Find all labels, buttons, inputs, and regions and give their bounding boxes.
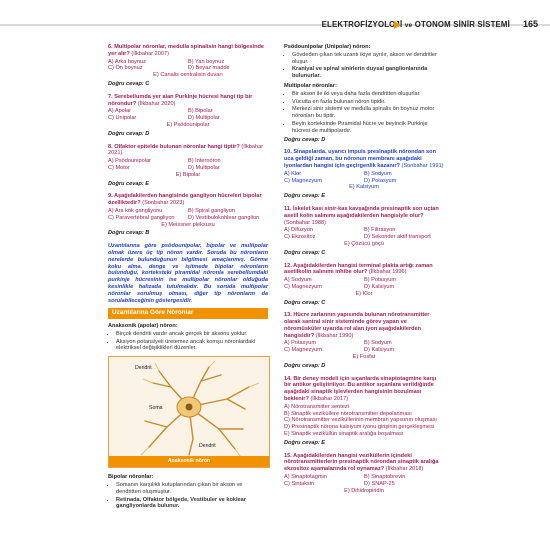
neuron-figure [108, 356, 270, 468]
left-column [108, 44, 268, 511]
options [108, 208, 268, 228]
options [108, 108, 268, 128]
title-part1: ELEKTROFİZYOLOJİ [321, 20, 403, 29]
list-item: • Aksiyon potansiyeli üretemez ancak komşu nöronlardaki elektriksel değişiklikleri düzenler. [116, 339, 268, 353]
option-e: E) Canalis centralisin duvarı [153, 72, 223, 79]
chapter-title [322, 20, 510, 29]
option-c: C) Magnezyum [284, 283, 322, 290]
question-12 [284, 263, 444, 307]
option-c: C) Magnezyum [284, 347, 322, 354]
option-d: D) Kalsiyum [364, 347, 395, 354]
question-stem: 6. Multipolar nöronlar, medulla spinalisin hangi bölgesinde yer alır? (İlkbahar 2007) [108, 44, 265, 57]
option-d: D) Vestibulokohlear ganglion [188, 214, 260, 221]
option-d: D) Sekonder aktif transport [364, 234, 431, 241]
option-b: B) Sinaptobrevin [364, 474, 406, 481]
option-d: D) Presinaptik nörona kalsiyum iyonu girişinin gerçekleşmesi [284, 424, 435, 431]
list-item: • Vücutta en fazla bulunan nöron tipidir. [292, 99, 444, 106]
anaksonik-list [108, 331, 268, 352]
options [108, 59, 268, 79]
question-stem: 7. Serebellumda yer alan Purkinje hücresi hangi tip bir nörondur? (İlkbahar 2020) [108, 93, 253, 107]
option-a: A) Sinaptotagmin [284, 474, 327, 481]
option-e: E) Meissner pleksusu [161, 221, 215, 228]
page-number: 165 [522, 19, 538, 29]
options [284, 227, 444, 247]
option-d: D) Kalsiyum [364, 283, 395, 290]
option-b: B) Sodyum [364, 340, 392, 347]
question-stem: 12. Aşağıdakilerden hangisi terminal plakta artığı zaman asetilkolin salınımı inhibe olur? (İlkbahar 1996) [284, 262, 433, 276]
option-b: B) Sodyum [364, 170, 392, 177]
right-column [284, 44, 444, 495]
option-a: A) Arka boynuz [108, 58, 146, 65]
page-header [0, 0, 550, 40]
neuron-illustration [109, 357, 269, 467]
figure-label-dendrit-1: Dendrit [135, 365, 152, 372]
option-d: D) SNAP-25 [364, 480, 395, 487]
option-a: A) Difüzyon [284, 227, 313, 234]
option-c: C) Motor [108, 164, 130, 171]
option-c: C) Sintaksin [284, 480, 315, 487]
option-b: B) Yan boynuz [188, 58, 225, 65]
question-9 [108, 193, 268, 237]
question-stem: 13. Hücre zarlarının yapısında bulunan nörotransmitter olarak santral sinir sisteminde görev yapan ve nöromüsküler uyarıda rol alan iyon aşağıdakilerden hangisidir? (İlkbahar 1990) [284, 312, 430, 339]
options [284, 404, 444, 438]
answer: Doğru cevap: E [108, 180, 150, 187]
option-e: E) Kalsiyum [349, 184, 379, 191]
figure-label-dendrit-2: Dendrit [199, 443, 216, 450]
option-d: D) Multipolar [188, 115, 220, 122]
option-c: C) Magnezyum [284, 177, 322, 184]
option-a: A) Apolar [108, 108, 132, 115]
question-10 [284, 149, 444, 200]
option-c: C) Ekzositoz [284, 234, 316, 241]
option-d: D) Beyaz madde [188, 65, 230, 72]
options [284, 474, 444, 494]
answer: Doğru cevap: C [284, 249, 326, 256]
question-11 [284, 206, 444, 257]
anaksonik-heading: Anaksonik (apolar) nöron: [108, 323, 178, 330]
section-heading: Uzantılarına Göre Nöronlar [108, 308, 268, 319]
option-d: D) Potasyum [364, 177, 397, 184]
option-e: E) Sinaptik veziküllün sinaptik aralığa boşalması [284, 431, 404, 438]
option-b: B) Filtrasyon [364, 227, 396, 234]
list-item: • Gövdeden çıkan tek uzantı ikiye ayrılır, akson ve dendritler oluşur. [292, 52, 444, 66]
list-item: • Somanın karşılıklı kutuplarından çıkan bir akson ve dendritten oluşmuştur. [116, 482, 268, 496]
explanation-paragraph: Uzantılarına göre psödounipolar, bipolar ve multipolar olmak üzere üç tip nöron vardır. Soruda bu nöronların nerelerde bulunduğunun bilgilmesi amaçlanmış. Görme koku alma, denge ve işitmede bipolar nöronların bulunduğu, korteksteki piramidal nöronla serebellumdaki purkinje hücresinin ise multipolar nöronlar olduğuda kesinlikle hafızada tutulmalıdır. Bu soruda multipolar nöronlar sorulmuş olması, diğer tip nöronların da sorulabileceğinin göstergesidir. [108, 243, 268, 304]
option-e: E) Fosfat [352, 354, 376, 361]
answer: Doğru cevap: D [108, 130, 150, 137]
question-stem: 10. Sinapslarda, uyarıcı impuls presinaptik nörondan son uca geldiği zaman, bu nöronun membranı aşağıdaki iyonlardan hangisi için geçirgenlik kazanır? (Sonbahar 1991) [284, 149, 444, 169]
multipolar-heading: Multipolar nöronlar: [284, 82, 337, 89]
answer: Doğru cevap: C [284, 299, 326, 306]
option-e: E) Psödounipolar [166, 121, 210, 128]
option-a: A) Nörotransmitter sentezi [284, 403, 349, 410]
list-item: • Kraniyal ve spinal sinirlerin duysal ganglionlarında bulunurlar. [292, 66, 444, 80]
list-item: • Retinada, Olfaktor bölgede, Vestibuler ve koklear gangliyonlarda bulunur. [116, 497, 268, 511]
answer: Doğru cevap: D [284, 136, 326, 143]
figure-caption: Anaksonik nöron [109, 456, 269, 467]
option-d: D) Multipolar [188, 164, 220, 171]
option-c: C) Nörotransmitter veziküllerinin membran yapısının oluşması [284, 417, 437, 424]
answer: Doğru cevap: B [108, 230, 150, 237]
option-c: C) Paravertebral gangliyon [108, 214, 175, 221]
question-stem: 11. İskelet kası sinir-kas kavşağında presinaptik son uçtan asetil kolin salınımı aşağıdakilerden hangisiyle olur? (Sonbahar 1988) [284, 205, 439, 226]
option-b: B) İnternöron [188, 158, 221, 165]
list-item: • Bir akson ile iki veya daha fazla dendritten oluşurlar. [292, 91, 444, 98]
option-e: E) Çözücü göçü [344, 240, 384, 247]
bipolar-heading: Bipolar nöronlar: [108, 474, 154, 481]
option-b: B) Potasyum [364, 277, 397, 284]
option-b: B) Bipolar [188, 108, 213, 115]
answer: Doğru cevap: E [284, 439, 326, 446]
option-a: A) Potasyum [284, 340, 317, 347]
answer: Doğru cevap: D [284, 362, 326, 369]
question-stem: 9. Aşağıdakilerden hangisinde gangliyon hücreleri bipolar özelliktedir? (Sonbahar 2023) [108, 193, 262, 207]
psodounipolar-heading: Psödounipolar (Unipolar) nöron: [284, 44, 371, 50]
option-c: C) Ön boynuz [108, 65, 143, 72]
options [284, 171, 444, 191]
option-a: A) Ara kök gangliyonu [108, 207, 163, 214]
question-stem: 15. Aşağıdakilerden hangisi veziküllerin içindeki nörotransmitterlerin presinaptik nörondan sinaptik aralığa ekzositoz aşamalarında rol oynamaz? (İlkbahar 2018) [284, 452, 439, 473]
figure-label-soma: Soma [149, 405, 163, 412]
title-part2: OTONOM SİNİR SİSTEMİ [414, 20, 510, 29]
title-sep: ve [404, 22, 413, 29]
list-item: • Beyin korteksinde Piramidal hücre ve beyincik Purkinje hücresi de multipolardır. [292, 121, 444, 135]
question-7 [108, 94, 268, 138]
psodounipolar-list [284, 52, 444, 80]
multipolar-list [284, 91, 444, 135]
answer: Doğru cevap: E [284, 193, 326, 200]
arrow-icon [394, 21, 401, 29]
option-e: E) Dihidropiridin [344, 487, 384, 494]
bipolar-list [108, 482, 268, 510]
question-8 [108, 144, 268, 188]
option-c: C) Unipolar [108, 115, 137, 122]
options [284, 340, 444, 360]
question-14 [284, 376, 444, 447]
answer: Doğru cevap: C [108, 80, 150, 87]
option-a: A) Klor [284, 170, 302, 177]
option-b: B) Sinaptik veziküllere nörotransmitter depolanması [284, 410, 412, 417]
option-b: B) Spiral gangliyon [188, 207, 235, 214]
option-e: E) Klor [355, 290, 373, 297]
question-13 [284, 312, 444, 369]
option-a: A) Sodyum [284, 277, 312, 284]
question-6 [108, 44, 268, 88]
question-stem: 14. Bir deney modeli için sıçanlarda sinaptotagmine karşı bir antikor geliştiriliyor. Bu antikor sıçanlara verildiğinde aşağıdaki sinaptik işlevlerden hangisinin bozulması beklenir? (İlkbahar 2017) [284, 375, 437, 403]
question-15 [284, 453, 444, 495]
question-stem: 8. Olfaktor epitelde bulunan nöronlar hangi tiptir? (İlkbahar 2021) [108, 143, 264, 157]
list-item: • Birçok dendriti vardır ancak gerçek bir aksonu yoktur. [116, 331, 268, 338]
option-e: E) Bipolar [175, 171, 201, 178]
options [284, 277, 444, 297]
option-a: A) Psödounipolar [108, 158, 151, 165]
options [108, 158, 268, 178]
list-item: • Merkezi sinir sistemi ve medulla spinalis ön boynuz motor nöronları bu tiptir. [292, 106, 444, 120]
